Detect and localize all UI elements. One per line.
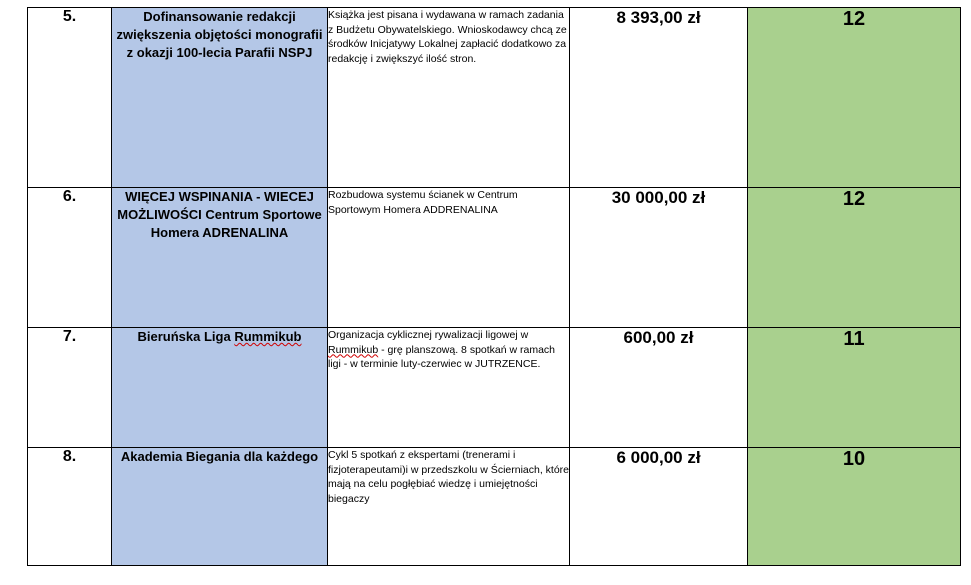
project-score: 10 <box>748 448 961 566</box>
project-amount: 6 000,00 zł <box>570 448 748 566</box>
table-row <box>28 328 961 448</box>
project-amount: 8 393,00 zł <box>570 8 748 188</box>
spellcheck-word: Rummikub <box>234 329 302 344</box>
project-name: Dofinansowanie redakcji zwiększenia objętości monografii z okazji 100-lecia Parafii NSPJ <box>112 8 328 188</box>
row-number: 6. <box>28 188 112 328</box>
row-number: 8. <box>28 448 112 566</box>
project-name: WIĘCEJ WSPINANIA - WIECEJ MOŻLIWOŚCI Centrum Sportowe Homera ADRENALINA <box>112 188 328 328</box>
project-description: Książka jest pisana i wydawana w ramach zadania z Budżetu Obywatelskiego. Wnioskodawcy chcą ze środków Inicjatywy Lokalnej zapłacić dodatkowo za redakcję i zwiększyć ilość stron. <box>328 8 570 188</box>
project-description: Rozbudowa systemu ścianek w Centrum Sportowym Homera ADDRENALINA <box>328 188 570 328</box>
project-amount: 600,00 zł <box>570 328 748 448</box>
project-name-text: Bieruńska Liga <box>137 329 235 344</box>
project-description: Cykl 5 spotkań z ekspertami (trenerami i fizjoterapeutami)i w przedszkolu w Ścierniach, które mają na celu pogłębiać wiedzę i umiejętności biegaczy <box>328 448 570 566</box>
table-row <box>28 8 961 188</box>
project-score: 12 <box>748 188 961 328</box>
project-score: 11 <box>748 328 961 448</box>
description-text: Organizacja cyklicznej rywalizacji ligowej w <box>328 329 529 341</box>
project-name <box>112 328 328 448</box>
description-text: - grę planszową. 8 spotkań w ramach ligi - w terminie luty-czerwiec w JUTRZENCE. <box>328 343 556 370</box>
projects-table <box>27 7 961 566</box>
table-row <box>28 448 961 566</box>
project-name: Akademia Biegania dla każdego <box>112 448 328 566</box>
project-score: 12 <box>748 8 961 188</box>
project-description <box>328 328 570 448</box>
project-amount: 30 000,00 zł <box>570 188 748 328</box>
row-number: 5. <box>28 8 112 188</box>
table-row <box>28 188 961 328</box>
spellcheck-word: Rummikub <box>328 343 379 356</box>
row-number: 7. <box>28 328 112 448</box>
